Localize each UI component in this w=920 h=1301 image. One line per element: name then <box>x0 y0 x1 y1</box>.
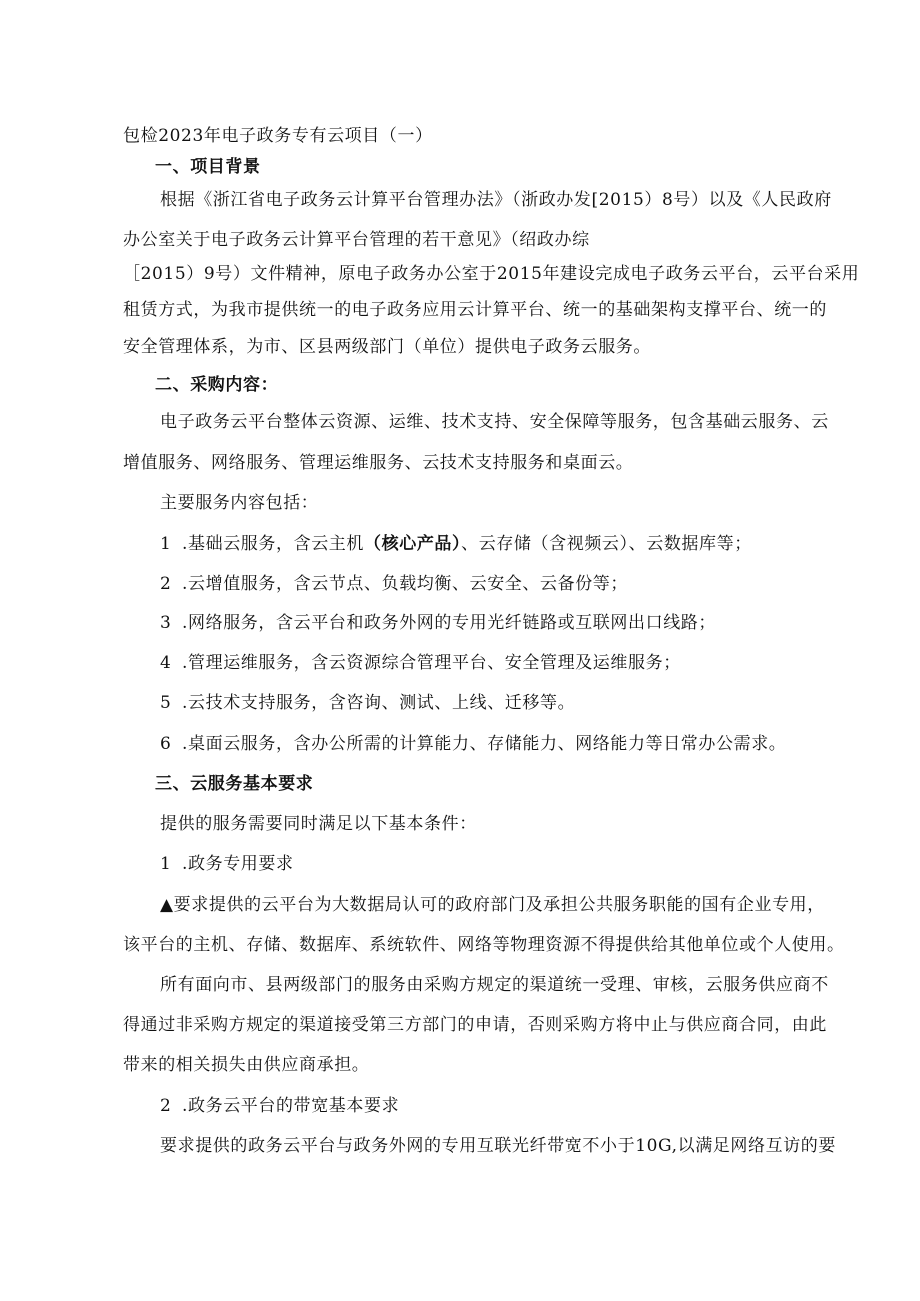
subsection-title: .政务云平台的带宽基本要求 <box>182 1096 400 1116</box>
doc-title: 包检2023年电子政务专有云项目（一） <box>123 126 433 146</box>
list-item-emphasis: （核心产品） <box>364 534 462 554</box>
s1-line-5: 安全管理体系，为市、区县两级部门（单位）提供电子政务云服务。 <box>123 337 651 357</box>
list-item-number: 4 <box>160 653 172 673</box>
s1-line-3: ［2015）9号）文件精神，原电子政务办公室于2015年建设完成电子政务云平台，云平台采用 <box>123 264 860 284</box>
s3-intro: 提供的服务需要同时满足以下基本条件： <box>160 814 477 834</box>
list-item-text: .网络服务，含云平台和政务外网的专用光纤链路或互联网出口线路； <box>182 613 717 633</box>
list-item <box>160 732 786 756</box>
list-item-text: .云技术支持服务，含咨询、测试、上线、迁移等。 <box>182 693 576 713</box>
list-item <box>160 532 752 556</box>
section-3-heading: 三、云服务基本要求 <box>155 774 314 794</box>
list-item-text-rest: 、云存储（含视频云）、云数据库等； <box>461 534 752 554</box>
list-item-number: 3 <box>160 613 172 633</box>
subsection-title: .政务专用要求 <box>182 854 294 874</box>
list-item-number: 1 <box>160 534 172 554</box>
list-item <box>160 651 681 675</box>
s1-line-4: 租赁方式，为我市提供统一的电子政务应用云计算平台、统一的基础架构支撑平台、统一的 <box>123 300 827 320</box>
list-item <box>160 611 716 635</box>
s1-line-2: 办公室关于电子政务云计算平台管理的若干意见》（绍政办综 <box>123 230 590 250</box>
s3-p2-line-1: 所有面向市、县两级部门的服务由采购方规定的渠道统一受理、审核，云服务供应商不 <box>160 975 829 995</box>
list-item-text: .云增值服务，含云节点、负载均衡、云安全、云备份等； <box>182 574 629 594</box>
s1-line-1: 根据《浙江省电子政务云计算平台管理办法》（浙政办发[2015）8号）以及《人民政府 <box>160 190 832 210</box>
subsection-number: 2 <box>160 1096 172 1116</box>
s2-intro: 主要服务内容包括： <box>160 493 319 513</box>
list-item-text: .管理运维服务，含云资源综合管理平台、安全管理及运维服务； <box>182 653 681 673</box>
subsection-2 <box>160 1094 399 1118</box>
list-item-number: 5 <box>160 693 172 713</box>
list-item-number: 6 <box>160 734 172 754</box>
s3-p2-line-3: 带来的相关损失由供应商承担。 <box>123 1055 370 1075</box>
list-item <box>160 691 575 715</box>
s3-last-line: 要求提供的政务云平台与政务外网的专用互联光纤带宽不小于10G,以满足网络互访的要 <box>160 1136 837 1156</box>
list-item-text: .基础云服务，含云主机 <box>182 534 365 554</box>
section-2-heading: 二、采购内容： <box>155 375 279 395</box>
s3-p2-line-2: 得通过非采购方规定的渠道接受第三方部门的申请，否则采购方将中止与供应商合同，由此 <box>123 1015 827 1035</box>
requirement-line-1: ▲要求提供的云平台为大数据局认可的政府部门及承担公共服务职能的国有企业专用， <box>160 895 825 915</box>
subsection-number: 1 <box>160 854 172 874</box>
s2-line-1: 电子政务云平台整体云资源、运维、技术支持、安全保障等服务，包含基础云服务、云 <box>160 412 829 432</box>
section-1-heading: 一、项目背景 <box>155 157 261 177</box>
subsection-1 <box>160 852 294 876</box>
list-item-number: 2 <box>160 574 172 594</box>
list-item <box>160 572 628 596</box>
s2-line-2: 增值服务、网络服务、管理运维服务、云技术支持服务和桌面云。 <box>123 453 634 473</box>
requirement-line-2: 该平台的主机、存储、数据库、系统软件、网络等物理资源不得提供给其他单位或个人使用。 <box>123 935 845 955</box>
list-item-text: .桌面云服务，含办公所需的计算能力、存储能力、网络能力等日常办公需求。 <box>182 734 787 754</box>
